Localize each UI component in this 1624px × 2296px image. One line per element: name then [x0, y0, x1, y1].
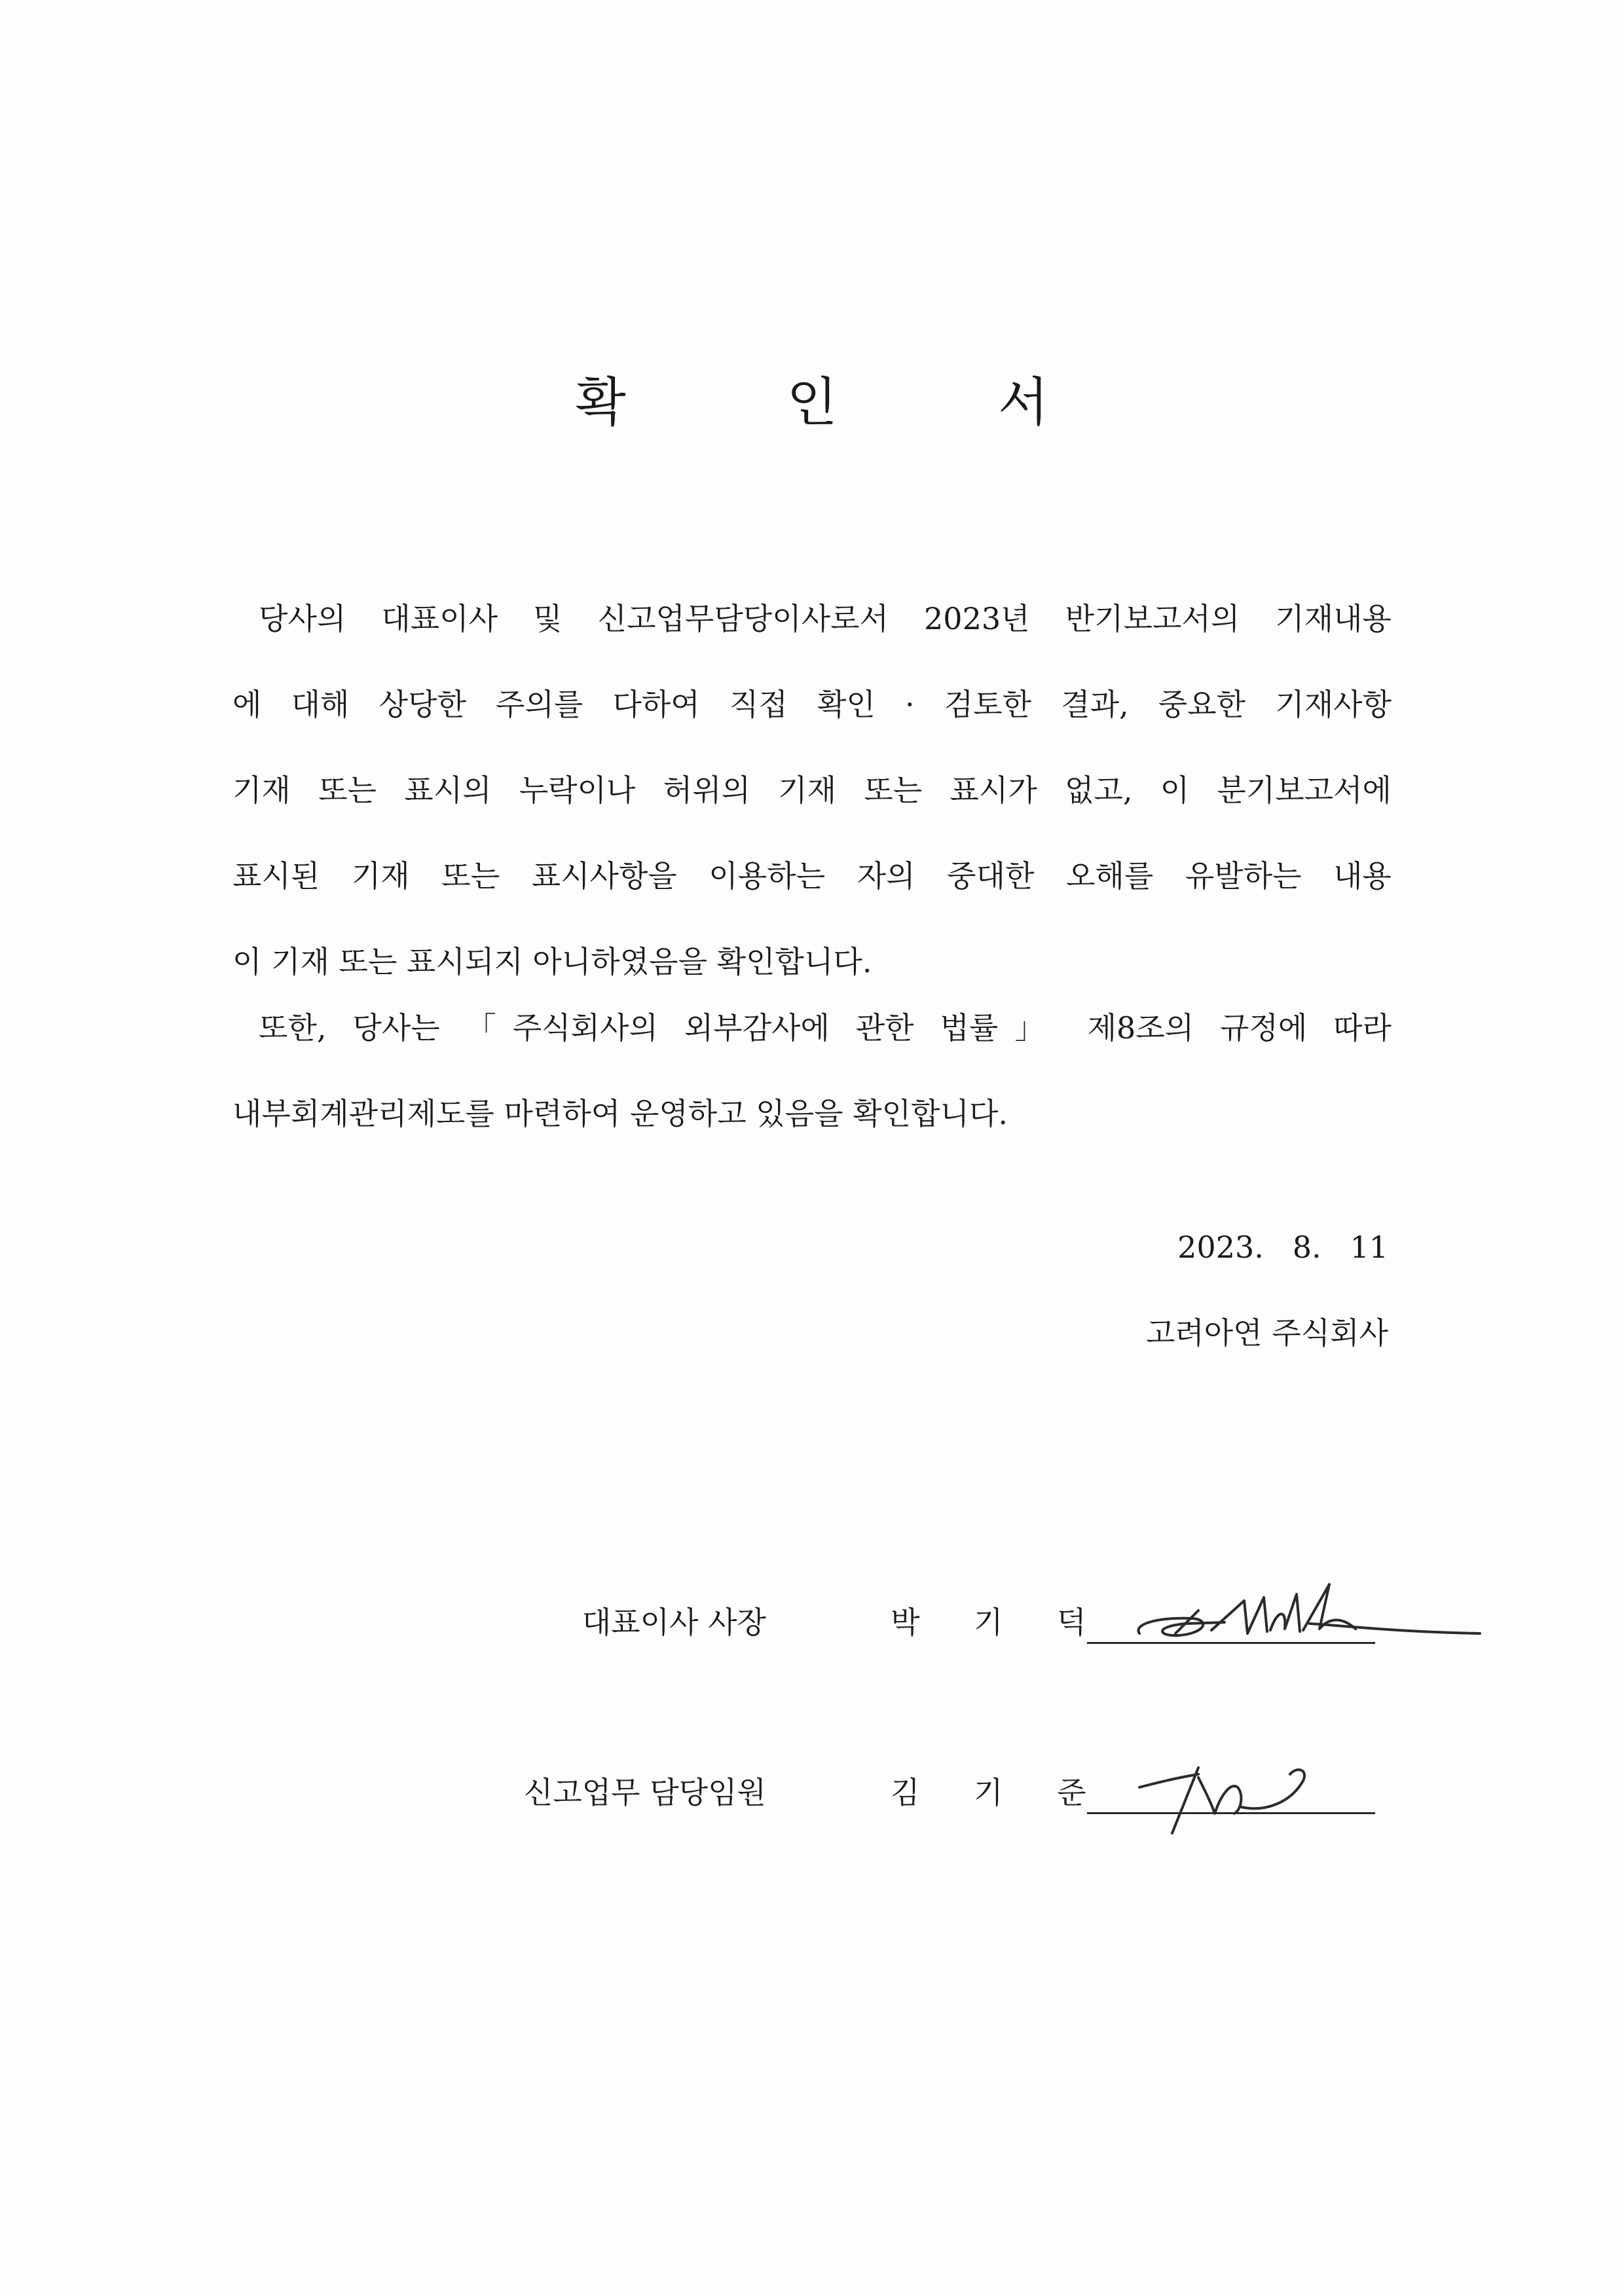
signature-row-ceo [0, 1571, 1624, 1650]
handwritten-signature-icon [1113, 1571, 1480, 1656]
signature-row-reporting-officer [0, 1741, 1624, 1820]
signatory-role: 대표이사 사장 [581, 1605, 766, 1640]
document-title: 확 인 서 [575, 372, 1121, 433]
paragraph-line: 당사의 대표이사 및 신고업무담당이사로서 2023년 반기보고서의 기재내용 [259, 601, 1392, 636]
document-date: 2023. 8. 11 [1177, 1230, 1388, 1265]
company-name: 고려아연 주식회사 [1145, 1315, 1388, 1351]
paragraph-line: 기재 또는 표시의 누락이나 허위의 기재 또는 표시가 없고, 이 분기보고서에 [232, 773, 1392, 808]
paragraph-line: 표시된 기재 또는 표시사항을 이용하는 자의 중대한 오해를 유발하는 내용 [232, 858, 1392, 894]
paragraph-line: 이 기재 또는 표시되지 아니하였음을 확인합니다. [232, 944, 872, 979]
internal-control-paragraph [232, 1010, 1392, 1184]
signatory-role: 신고업무 담당임원 [523, 1775, 766, 1810]
confirmation-paragraph [232, 601, 1392, 1032]
paragraph-line: 또한, 당사는 「주식회사의 외부감사에 관한 법률」 제8조의 규정에 따라 [259, 1010, 1392, 1046]
paragraph-line: 내부회계관리제도를 마련하여 운영하고 있음을 확인합니다. [232, 1096, 1008, 1131]
handwritten-signature-icon [1100, 1741, 1349, 1840]
paragraph-line: 에 대해 상당한 주의를 다하여 직접 확인 · 검토한 결과, 중요한 기재사항 [232, 687, 1392, 722]
signatory-name: 박 기 덕 [891, 1605, 1109, 1640]
signatory-name: 김 기 준 [891, 1775, 1109, 1810]
